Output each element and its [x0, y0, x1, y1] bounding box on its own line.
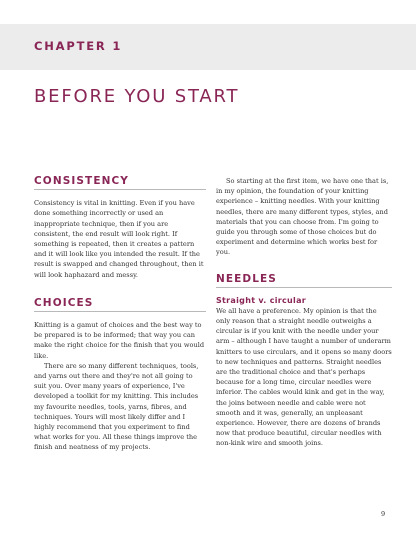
page-title: BEFORE YOU START: [34, 86, 240, 107]
heading-divider: [34, 189, 206, 190]
consistency-heading: CONSISTENCY: [34, 175, 129, 187]
intro-paragraph: So starting at the first item, we have one that is, in my opinion, the foundation of your knitting experience – knitting needles. With your knitting needles, there are many different types, styles, and materials that you can choose from. I'm going to guide you through some of those choices but do experiment and determine which works best for you.: [216, 177, 389, 257]
left-column: [34, 176, 206, 453]
heading-divider: [34, 311, 206, 312]
consistency-paragraph: Consistency is vital in knitting. Even if you have done something incorrectly or used an inappropriate technique, then if you are consistent, the end result will look right. If something is repeated, then it creates a pattern and it will look like you intended the result. If the result is swapped and changed throughout, then it will look haphazard and messy.: [34, 199, 204, 279]
straight-v-circular-subheading: Straight v. circular: [216, 295, 307, 305]
heading-divider: [216, 287, 392, 288]
right-column: [216, 176, 392, 449]
choices-paragraph-1: Knitting is a gamut of choices and the best way to be prepared is to be informed; that way you can make the right choice for the finish that you would like.: [34, 321, 205, 360]
chapter-band: [0, 24, 416, 70]
needles-paragraph: We all have a preference. My opinion is that the only reason that a straight needle outweighs a circular is if you knit with the needle under your arm – although I have taught a number of underarm knitters to use circulars, and it opens so many doors to new techniques and patterns. Straight needles are the traditional choice and that's perhaps because for a long time, circular needles were inferior. The cables would kink and get in the way, the joins between needle and cable were not smooth and it was, generally, an unpleasant experience. However, there are dozens of brands now that produce beautiful, circular needles with non-kink wire and smooth joins.: [216, 306, 392, 448]
choices-heading: CHOICES: [34, 296, 94, 309]
chapter-label: CHAPTER 1: [34, 39, 123, 53]
choices-paragraph-2: There are so many different techniques, tools, and yarns out there and they're not all going to suit you. Over many years of experience, I've developed a toolkit for my knitting. This includes my favourite needles, tools, yarns, fibres, and techniques. Yours will most likely differ and I highly recommend that you experiment to find what works for you. All these things improve the finish and neatness of my projects.: [34, 361, 199, 452]
page-number: 9: [381, 510, 386, 518]
needles-heading: NEEDLES: [216, 272, 277, 285]
